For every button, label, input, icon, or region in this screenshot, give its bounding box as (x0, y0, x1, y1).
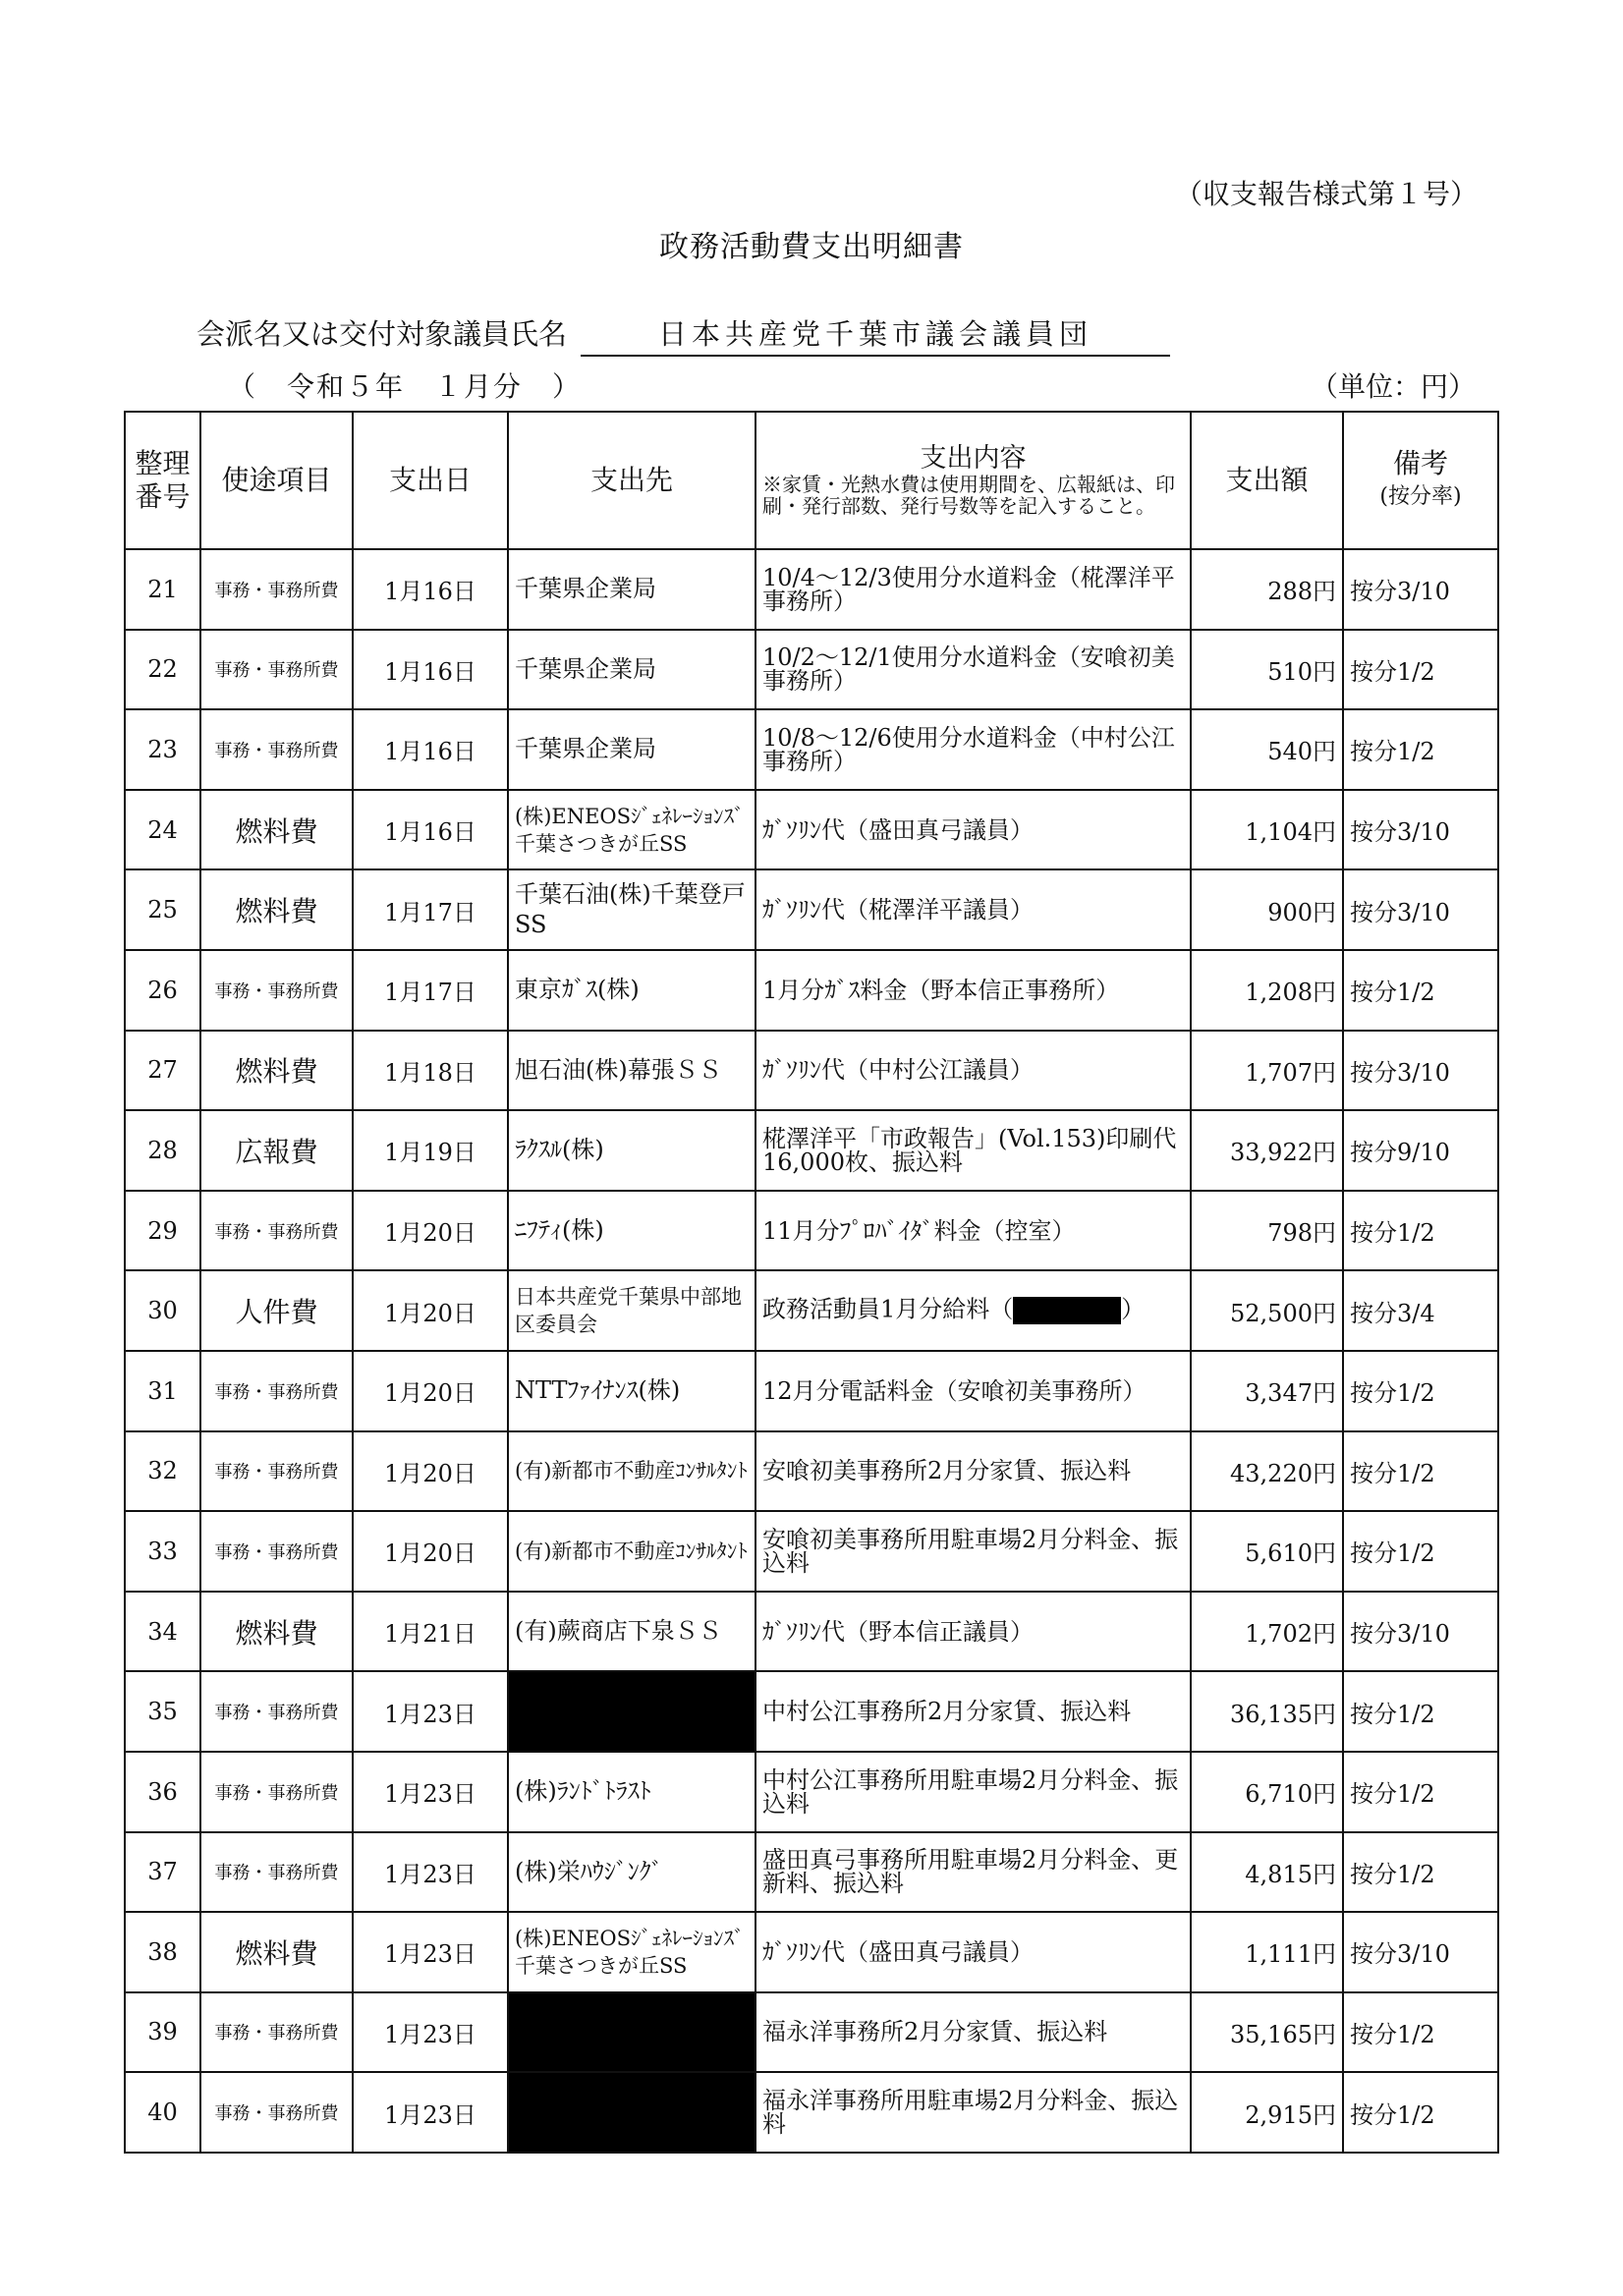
cell-category: 燃料費 (200, 1592, 353, 1672)
cell-category: 燃料費 (200, 869, 353, 950)
cell-amount: 1,104円 (1191, 790, 1343, 870)
cell-category: 燃料費 (200, 790, 353, 870)
cell-remarks: 按分1/2 (1343, 950, 1498, 1031)
cell-amount: 1,702円 (1191, 1592, 1343, 1672)
cell-amount: 5,610円 (1191, 1511, 1343, 1592)
cell-category: 事務・事務所費 (200, 1351, 353, 1431)
cell-remarks: 按分1/2 (1343, 1511, 1498, 1592)
cell-amount: 6,710円 (1191, 1752, 1343, 1832)
cell-date: 1月20日 (353, 1351, 508, 1431)
cell-category: 事務・事務所費 (200, 630, 353, 710)
cell-number: 39 (125, 1992, 200, 2073)
cell-content: 福永洋事務所2月分家賃、振込料 (756, 1992, 1191, 2073)
cell-remarks: 按分9/10 (1343, 1110, 1498, 1191)
cell-payee (508, 1671, 756, 1752)
cell-remarks: 按分1/2 (1343, 630, 1498, 710)
cell-remarks: 按分3/10 (1343, 790, 1498, 870)
cell-remarks: 按分3/10 (1343, 549, 1498, 630)
cell-payee: (株)ENEOSｼﾞｪﾈﾚｰｼｮﾝｽﾞ千葉さつきが丘SS (508, 790, 756, 870)
cell-date: 1月23日 (353, 1832, 508, 1913)
cell-content: 1月分ｶﾞｽ料金（野本信正事務所） (756, 950, 1191, 1031)
cell-number: 37 (125, 1832, 200, 1913)
cell-category: 事務・事務所費 (200, 1992, 353, 2073)
cell-payee: (有)新都市不動産ｺﾝｻﾙﾀﾝﾄ (508, 1431, 756, 1512)
cell-remarks: 按分1/2 (1343, 1671, 1498, 1752)
cell-content: 11月分ﾌﾟﾛﾊﾞｲﾀﾞ料金（控室） (756, 1191, 1191, 1271)
cell-category: 燃料費 (200, 1912, 353, 1992)
cell-remarks: 按分1/2 (1343, 2072, 1498, 2153)
cell-amount: 2,915円 (1191, 2072, 1343, 2153)
cell-date: 1月17日 (353, 869, 508, 950)
cell-category: 事務・事務所費 (200, 1431, 353, 1512)
cell-content: ｶﾞｿﾘﾝ代（中村公江議員） (756, 1031, 1191, 1111)
table-row (125, 1431, 1498, 1512)
cell-remarks: 按分1/2 (1343, 1752, 1498, 1832)
cell-payee: (株)栄ﾊｳｼﾞﾝｸﾞ (508, 1832, 756, 1913)
cell-content: 10/4～12/3使用分水道料金（椛澤洋平事務所） (756, 549, 1191, 630)
table-row (125, 549, 1498, 630)
cell-content: 中村公江事務所2月分家賃、振込料 (756, 1671, 1191, 1752)
table-row (125, 630, 1498, 710)
table-row (125, 1511, 1498, 1592)
cell-category: 事務・事務所費 (200, 549, 353, 630)
cell-content: 12月分電話料金（安喰初美事務所） (756, 1351, 1191, 1431)
cell-payee: 千葉石油(株)千葉登戸SS (508, 869, 756, 950)
cell-number: 23 (125, 709, 200, 790)
party-name: 日本共産党千葉市議会議員団 (581, 312, 1170, 357)
cell-date: 1月23日 (353, 1992, 508, 2073)
header-remarks-sub: (按分率) (1379, 484, 1462, 509)
cell-amount: 52,500円 (1191, 1270, 1343, 1351)
cell-number: 31 (125, 1351, 200, 1431)
table-row (125, 1832, 1498, 1913)
currency-unit: （単位：円） (1310, 370, 1476, 403)
cell-date: 1月20日 (353, 1270, 508, 1351)
cell-payee: (株)ENEOSｼﾞｪﾈﾚｰｼｮﾝｽﾞ千葉さつきが丘SS (508, 1912, 756, 1992)
cell-date: 1月23日 (353, 1752, 508, 1832)
cell-category: 事務・事務所費 (200, 1511, 353, 1592)
cell-remarks: 按分3/4 (1343, 1270, 1498, 1351)
cell-payee (508, 2072, 756, 2153)
cell-content: 椛澤洋平「市政報告」(Vol.153)印刷代16,000枚、振込料 (756, 1110, 1191, 1191)
cell-remarks: 按分1/2 (1343, 1431, 1498, 1512)
table-row (125, 790, 1498, 870)
header-category: 使途項目 (200, 412, 353, 549)
cell-date: 1月23日 (353, 1671, 508, 1752)
table-body (125, 549, 1498, 2153)
cell-amount: 540円 (1191, 709, 1343, 790)
cell-content: 福永洋事務所用駐車場2月分料金、振込料 (756, 2072, 1191, 2153)
cell-remarks: 按分1/2 (1343, 1992, 1498, 2073)
cell-payee: (有)新都市不動産ｺﾝｻﾙﾀﾝﾄ (508, 1511, 756, 1592)
header-content-note: ※家賃・光熱水費は使用期間を、広報紙は、印刷・発行部数、発行号数等を記入すること。 (762, 473, 1175, 518)
table-row (125, 1270, 1498, 1351)
cell-category: 事務・事務所費 (200, 950, 353, 1031)
cell-payee: NTTﾌｧｲﾅﾝｽ(株) (508, 1351, 756, 1431)
cell-payee: ﾆﾌﾃｨ(株) (508, 1191, 756, 1271)
cell-payee: 千葉県企業局 (508, 709, 756, 790)
redaction-block (1013, 1297, 1121, 1324)
cell-remarks: 按分3/10 (1343, 1912, 1498, 1992)
cell-amount: 900円 (1191, 869, 1343, 950)
table-row (125, 1351, 1498, 1431)
document-title: 政務活動費支出明細書 (659, 230, 964, 264)
cell-payee (508, 1992, 756, 2073)
table-row (125, 869, 1498, 950)
cell-remarks: 按分1/2 (1343, 1351, 1498, 1431)
cell-amount: 43,220円 (1191, 1431, 1343, 1512)
cell-amount: 1,707円 (1191, 1031, 1343, 1111)
cell-date: 1月18日 (353, 1031, 508, 1111)
content-text: 政務活動員1月分給料（ (762, 1295, 1014, 1323)
content-text-after: ） (1121, 1295, 1146, 1323)
cell-content: 安喰初美事務所用駐車場2月分料金、振込料 (756, 1511, 1191, 1592)
header-payee: 支出先 (508, 412, 756, 549)
cell-payee: 東京ｶﾞｽ(株) (508, 950, 756, 1031)
cell-amount: 33,922円 (1191, 1110, 1343, 1191)
table-row (125, 1992, 1498, 2073)
cell-date: 1月20日 (353, 1431, 508, 1512)
cell-payee: 千葉県企業局 (508, 549, 756, 630)
header-content (756, 412, 1191, 549)
cell-date: 1月16日 (353, 630, 508, 710)
table-row (125, 1191, 1498, 1271)
table-row (125, 1912, 1498, 1992)
cell-content: 中村公江事務所用駐車場2月分料金、振込料 (756, 1752, 1191, 1832)
cell-category: 事務・事務所費 (200, 709, 353, 790)
cell-date: 1月20日 (353, 1191, 508, 1271)
cell-content: 盛田真弓事務所用駐車場2月分料金、更新料、振込料 (756, 1832, 1191, 1913)
report-period: （ 令和５年 １月分 ） (228, 370, 583, 403)
party-line (196, 312, 1170, 357)
table-row (125, 1752, 1498, 1832)
cell-number: 21 (125, 549, 200, 630)
cell-content (756, 1270, 1191, 1351)
table-row (125, 1592, 1498, 1672)
cell-amount: 35,165円 (1191, 1992, 1343, 2073)
header-remarks-title: 備考 (1392, 447, 1448, 479)
cell-date: 1月16日 (353, 549, 508, 630)
cell-number: 40 (125, 2072, 200, 2153)
cell-number: 32 (125, 1431, 200, 1512)
cell-remarks: 按分1/2 (1343, 1191, 1498, 1271)
cell-payee: (株)ﾗﾝﾄﾞﾄﾗｽﾄ (508, 1752, 756, 1832)
cell-payee: 旭石油(株)幕張ＳＳ (508, 1031, 756, 1111)
cell-amount: 3,347円 (1191, 1351, 1343, 1431)
cell-category: 広報費 (200, 1110, 353, 1191)
cell-amount: 510円 (1191, 630, 1343, 710)
cell-category: 事務・事務所費 (200, 2072, 353, 2153)
table-row (125, 709, 1498, 790)
cell-amount: 36,135円 (1191, 1671, 1343, 1752)
cell-content: 10/8～12/6使用分水道料金（中村公江事務所） (756, 709, 1191, 790)
table-row (125, 1671, 1498, 1752)
header-content-title: 支出内容 (920, 443, 1027, 474)
header-date: 支出日 (353, 412, 508, 549)
cell-number: 36 (125, 1752, 200, 1832)
cell-category: 事務・事務所費 (200, 1752, 353, 1832)
cell-content: ｶﾞｿﾘﾝ代（盛田真弓議員） (756, 790, 1191, 870)
cell-payee: 日本共産党千葉県中部地区委員会 (508, 1270, 756, 1351)
cell-number: 28 (125, 1110, 200, 1191)
header-remarks (1343, 412, 1498, 549)
cell-number: 38 (125, 1912, 200, 1992)
cell-date: 1月17日 (353, 950, 508, 1031)
cell-amount: 1,208円 (1191, 950, 1343, 1031)
cell-number: 34 (125, 1592, 200, 1672)
cell-payee: (有)蕨商店下泉ＳＳ (508, 1592, 756, 1672)
cell-content: ｶﾞｿﾘﾝ代（盛田真弓議員） (756, 1912, 1191, 1992)
table-row (125, 2072, 1498, 2153)
cell-number: 30 (125, 1270, 200, 1351)
cell-number: 27 (125, 1031, 200, 1111)
cell-category: 事務・事務所費 (200, 1671, 353, 1752)
cell-date: 1月16日 (353, 709, 508, 790)
cell-remarks: 按分3/10 (1343, 869, 1498, 950)
header-number: 整理番号 (125, 412, 200, 549)
cell-date: 1月23日 (353, 1912, 508, 1992)
cell-category: 事務・事務所費 (200, 1191, 353, 1271)
form-number: （収支報告様式第１号） (1174, 178, 1478, 210)
cell-date: 1月21日 (353, 1592, 508, 1672)
cell-date: 1月16日 (353, 790, 508, 870)
table-header (125, 412, 1498, 549)
cell-remarks: 按分1/2 (1343, 1832, 1498, 1913)
cell-number: 22 (125, 630, 200, 710)
table-row (125, 950, 1498, 1031)
cell-amount: 288円 (1191, 549, 1343, 630)
cell-date: 1月19日 (353, 1110, 508, 1191)
cell-amount: 798円 (1191, 1191, 1343, 1271)
cell-date: 1月23日 (353, 2072, 508, 2153)
cell-number: 25 (125, 869, 200, 950)
cell-remarks: 按分3/10 (1343, 1031, 1498, 1111)
cell-payee: 千葉県企業局 (508, 630, 756, 710)
cell-number: 24 (125, 790, 200, 870)
cell-remarks: 按分3/10 (1343, 1592, 1498, 1672)
table-row (125, 1031, 1498, 1111)
cell-amount: 1,111円 (1191, 1912, 1343, 1992)
cell-amount: 4,815円 (1191, 1832, 1343, 1913)
cell-content: ｶﾞｿﾘﾝ代（野本信正議員） (756, 1592, 1191, 1672)
header-amount: 支出額 (1191, 412, 1343, 549)
cell-remarks: 按分1/2 (1343, 709, 1498, 790)
cell-number: 33 (125, 1511, 200, 1592)
cell-category: 事務・事務所費 (200, 1832, 353, 1913)
cell-number: 35 (125, 1671, 200, 1752)
cell-payee: ﾗｸｽﾙ(株) (508, 1110, 756, 1191)
cell-category: 人件費 (200, 1270, 353, 1351)
table-row (125, 1110, 1498, 1191)
cell-content: 安喰初美事務所2月分家賃、振込料 (756, 1431, 1191, 1512)
cell-date: 1月20日 (353, 1511, 508, 1592)
cell-number: 26 (125, 950, 200, 1031)
expenditure-table (124, 411, 1499, 2154)
cell-content: ｶﾞｿﾘﾝ代（椛澤洋平議員） (756, 869, 1191, 950)
party-label: 会派名又は交付対象議員氏名 (196, 317, 568, 351)
cell-number: 29 (125, 1191, 200, 1271)
cell-content: 10/2～12/1使用分水道料金（安喰初美事務所） (756, 630, 1191, 710)
cell-category: 燃料費 (200, 1031, 353, 1111)
